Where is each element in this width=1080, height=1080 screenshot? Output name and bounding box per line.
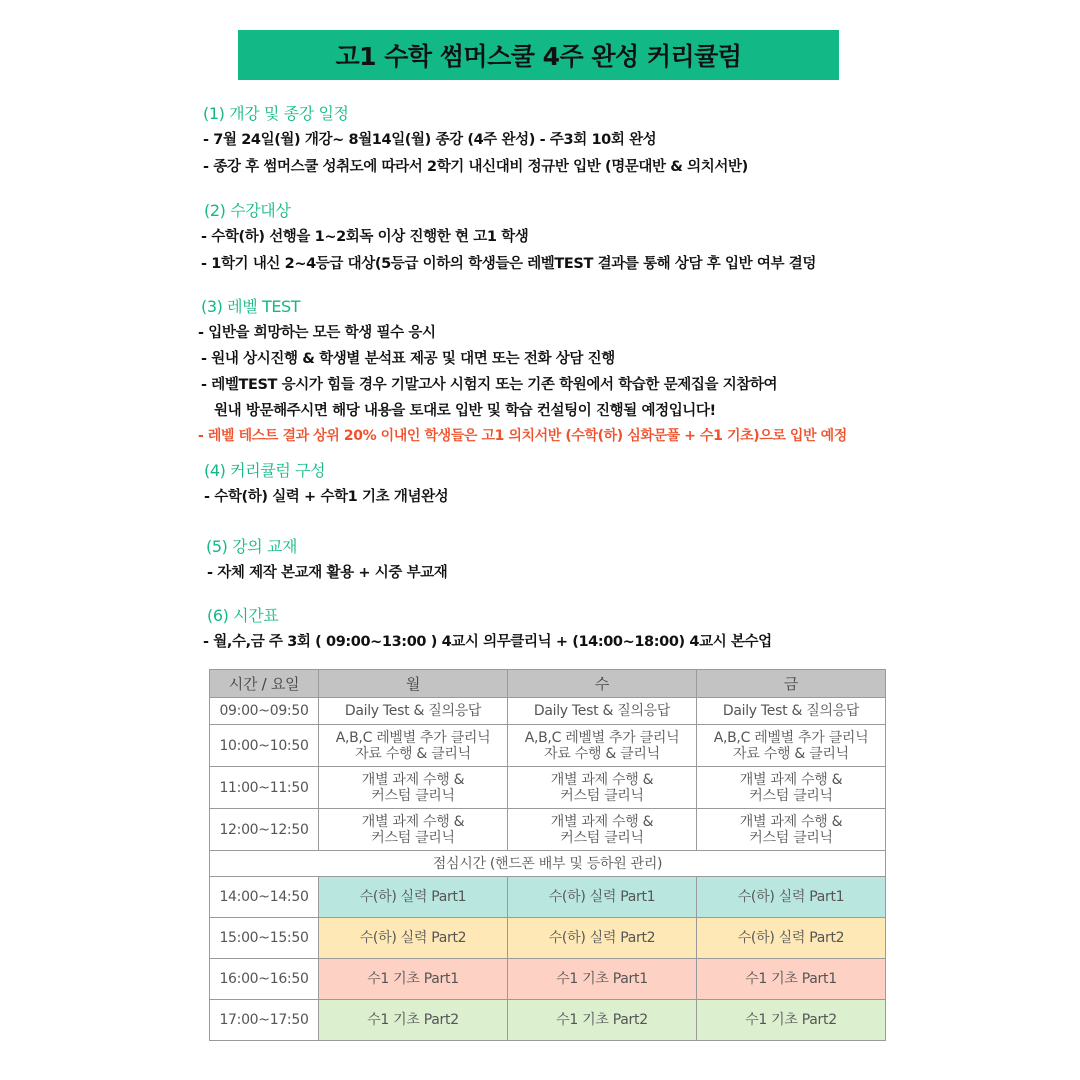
section-line: - 종강 후 썸머스쿨 성취도에 따라서 2학기 내신대비 정규반 입반 (명문대반 & 의치서반): [203, 159, 748, 175]
table-row: [210, 1000, 886, 1041]
section-heading-schedule: (1) 개강 및 종강 일정: [203, 104, 349, 123]
cell-text: 커스텀 클리닉: [749, 787, 833, 804]
cell-text: 자료 수행 & 클리닉: [355, 745, 471, 762]
cell-text: 자료 수행 & 클리닉: [733, 745, 849, 762]
timetable-header-row: [210, 670, 886, 698]
cell-text: 개별 과제 수행 &: [361, 813, 465, 830]
session-cell: [697, 809, 886, 851]
cell-text: 개별 과제 수행 &: [550, 771, 654, 788]
cell-text: 커스텀 클리닉: [371, 829, 455, 846]
cell-text: 커스텀 클리닉: [560, 787, 644, 804]
page-title: 고1 수학 썸머스쿨 4주 완성 커리큘럼: [335, 42, 742, 71]
session-cell: [319, 809, 508, 851]
class-cell: 수1 기초 Part1: [508, 959, 697, 1000]
section-heading-timetable: (6) 시간표: [207, 606, 279, 625]
table-row: [210, 877, 886, 918]
timetable: [209, 669, 886, 1041]
cell-text: Daily Test & 질의응답: [722, 703, 860, 719]
class-cell: 수(하) 실력 Part2: [697, 918, 886, 959]
time-cell: 12:00~12:50: [210, 809, 319, 851]
session-cell: [508, 767, 697, 809]
time-cell: 17:00~17:50: [210, 1000, 319, 1041]
session-cell: [319, 725, 508, 767]
section-heading-level-test: (3) 레벨 TEST: [201, 297, 301, 316]
section-line: - 자체 제작 본교재 활용 + 시중 부교재: [207, 565, 448, 581]
session-cell: [508, 698, 697, 725]
table-row: [210, 809, 886, 851]
class-cell: 수1 기초 Part2: [319, 1000, 508, 1041]
time-cell: 16:00~16:50: [210, 959, 319, 1000]
cell-text: 커스텀 클리닉: [749, 829, 833, 846]
table-row: [210, 918, 886, 959]
class-cell: 수(하) 실력 Part1: [319, 877, 508, 918]
cell-text: A,B,C 레벨별 추가 클리닉: [524, 729, 680, 746]
session-cell: [697, 725, 886, 767]
section-line: - 월,수,금 주 3회 ( 09:00~13:00 ) 4교시 의무클리닉 + (14:00~18:00) 4교시 본수업: [203, 634, 772, 650]
cell-text: 개별 과제 수행 &: [361, 771, 465, 788]
time-cell: 09:00~09:50: [210, 698, 319, 725]
class-cell: 수1 기초 Part1: [697, 959, 886, 1000]
session-cell: [508, 725, 697, 767]
session-cell: [697, 767, 886, 809]
section-line: 원내 방문해주시면 해당 내용을 토대로 입반 및 학습 컨설팅이 진행될 예정입니다!: [214, 403, 716, 419]
section-line: - 레벨TEST 응시가 힘들 경우 기말고사 시험지 또는 기존 학원에서 학습한 문제집을 지참하여: [201, 377, 778, 393]
session-cell: [697, 698, 886, 725]
highlight-notice: - 레벨 테스트 결과 상위 20% 이내인 학생들은 고1 의치서반 (수학(하) 심화문풀 + 수1 기초)으로 입반 예정: [198, 428, 847, 444]
section-line: - 수학(하) 선행을 1~2회독 이상 진행한 현 고1 학생: [201, 229, 529, 245]
session-cell: [319, 698, 508, 725]
section-line: - 원내 상시진행 & 학생별 분석표 제공 및 대면 또는 전화 상담 진행: [201, 351, 615, 367]
section-heading-curriculum: (4) 커리큘럼 구성: [204, 461, 326, 480]
table-row: [210, 959, 886, 1000]
title-banner: [238, 30, 839, 80]
cell-text: A,B,C 레벨별 추가 클리닉: [335, 729, 491, 746]
session-cell: [319, 767, 508, 809]
class-cell: 수1 기초 Part1: [319, 959, 508, 1000]
cell-text: Daily Test & 질의응답: [344, 703, 482, 719]
header-wednesday: 수: [508, 670, 697, 698]
cell-text: 커스텀 클리닉: [560, 829, 644, 846]
class-cell: 수(하) 실력 Part2: [319, 918, 508, 959]
section-line: - 1학기 내신 2~4등급 대상(5등급 이하의 학생들은 레벨TEST 결과를 통해 상담 후 입반 여부 결덩: [201, 256, 816, 272]
time-cell: 15:00~15:50: [210, 918, 319, 959]
section-line: - 입반을 희망하는 모든 학생 필수 응시: [198, 325, 436, 341]
cell-text: 개별 과제 수행 &: [550, 813, 654, 830]
section-heading-target: (2) 수강대상: [204, 201, 291, 220]
class-cell: 수(하) 실력 Part1: [697, 877, 886, 918]
table-row: [210, 767, 886, 809]
cell-text: 개별 과제 수행 &: [739, 771, 843, 788]
class-cell: 수1 기초 Part2: [508, 1000, 697, 1041]
class-cell: 수1 기초 Part2: [697, 1000, 886, 1041]
section-heading-textbook: (5) 강의 교재: [206, 537, 298, 556]
lunch-cell: 점심시간 (핸드폰 배부 및 등하원 관리): [210, 851, 886, 877]
table-row: [210, 725, 886, 767]
cell-text: Daily Test & 질의응답: [533, 703, 671, 719]
cell-text: 자료 수행 & 클리닉: [544, 745, 660, 762]
time-cell: 10:00~10:50: [210, 725, 319, 767]
class-cell: 수(하) 실력 Part1: [508, 877, 697, 918]
header-friday: 금: [697, 670, 886, 698]
session-cell: [508, 809, 697, 851]
lunch-row: [210, 851, 886, 877]
time-cell: 14:00~14:50: [210, 877, 319, 918]
cell-text: 커스텀 클리닉: [371, 787, 455, 804]
class-cell: 수(하) 실력 Part2: [508, 918, 697, 959]
time-cell: 11:00~11:50: [210, 767, 319, 809]
header-time-day: 시간 / 요일: [210, 670, 319, 698]
section-line: - 7월 24일(월) 개강~ 8월14일(월) 종강 (4주 완성) - 주3회 10회 완성: [203, 132, 657, 148]
cell-text: A,B,C 레벨별 추가 클리닉: [713, 729, 869, 746]
table-row: [210, 698, 886, 725]
section-line: - 수학(하) 실력 + 수학1 기초 개념완성: [204, 489, 449, 505]
cell-text: 개별 과제 수행 &: [739, 813, 843, 830]
header-monday: 월: [319, 670, 508, 698]
